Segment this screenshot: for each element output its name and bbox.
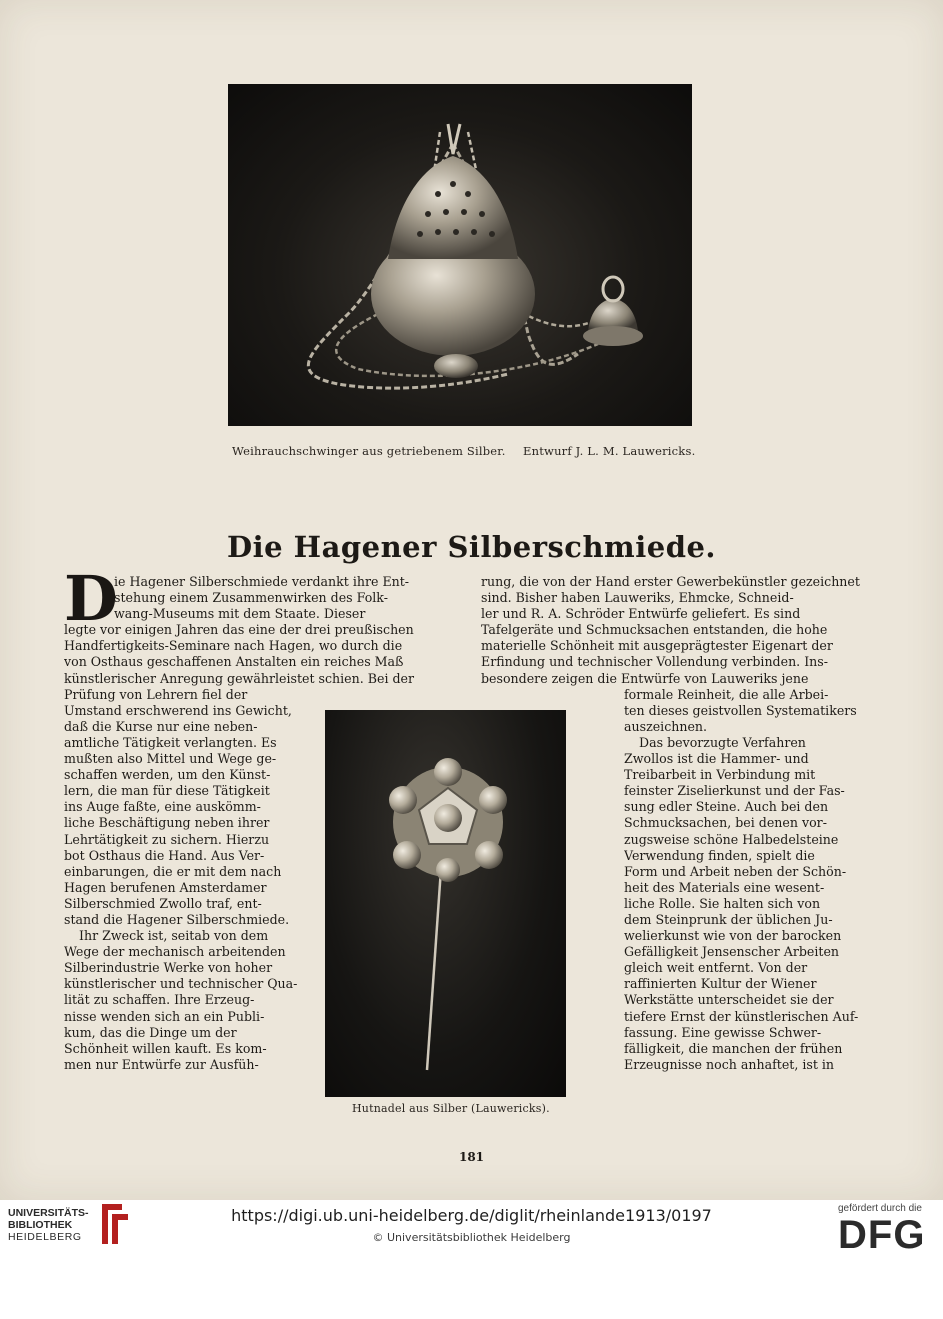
text-line: Erfindung und technischer Vollendung verbinden. Ins-: [481, 654, 828, 670]
text-line: Handfertigkeits-Seminare nach Hagen, wo durch die: [64, 638, 403, 654]
text-line: amtliche Tätigkeit verlangten. Es: [64, 734, 277, 750]
text-line: Erzeugnisse noch anhaftet, ist in: [624, 1056, 835, 1072]
text-line: Verwendung finden, spielt die: [624, 847, 815, 863]
text-line: Wege der mechanisch arbeitenden: [64, 944, 286, 960]
dfg-logo: DFG: [838, 1213, 926, 1257]
text-line: Zwollos ist die Hammer- und: [624, 751, 809, 767]
drop-cap: D: [64, 562, 118, 635]
text-line: lität zu schaffen. Ihre Erzeug-: [64, 992, 255, 1008]
text-line: Prüfung von Lehrern fiel der: [64, 686, 248, 702]
text-line: ten dieses geistvollen Systematikers: [624, 702, 857, 718]
text-line: tiefere Ernst der künstlerischen Auf-: [624, 1008, 859, 1024]
text-line: Schönheit willen kauft. Es kom-: [64, 1040, 267, 1056]
text-line: stand die Hagener Silberschmiede.: [64, 911, 290, 927]
funder-note: gefördert durch die: [838, 1203, 922, 1214]
text-line: schaffen werden, um den Künst-: [64, 767, 271, 783]
text-line: wang-Museums mit dem Staate. Dieser: [114, 606, 366, 622]
text-line: Hagen berufenen Amsterdamer: [64, 879, 267, 895]
text-line: besondere zeigen die Entwürfe von Lauweriks jene: [481, 670, 809, 686]
text-line: liche Rolle. Sie halten sich von: [624, 895, 821, 911]
text-line: daß die Kurse nur eine neben-: [64, 718, 258, 734]
text-line: men nur Entwürfe zur Ausfüh-: [64, 1056, 259, 1072]
text-line: zugsweise schöne Halbedelsteine: [624, 831, 839, 847]
text-line: ins Auge faßte, eine auskömm-: [64, 799, 261, 815]
text-line: welierkunst wie von der barocken: [624, 928, 842, 944]
text-line: kum, das die Dinge um der: [64, 1024, 237, 1040]
text-line: künstlerischer Anregung gewährleistet schien. Bei der: [64, 670, 415, 686]
text-line: dem Steinprunk der üblichen Ju-: [624, 911, 833, 927]
text-line: sind. Bisher haben Lauweriks, Ehmcke, Schneid-: [481, 590, 794, 606]
text-line: künstlerischer und technischer Qua-: [64, 976, 298, 992]
article-title: Die Hagener Silberschmiede.: [226, 530, 717, 564]
censer-photo: [228, 84, 692, 426]
page-number: 181: [458, 1150, 485, 1164]
library-name-line3: HEIDELBERG: [8, 1231, 82, 1243]
text-line: Tafelgeräte und Schmucksachen entstanden, die hohe: [481, 622, 828, 638]
text-line: materielle Schönheit mit ausgeprägtester Eigenart der: [481, 638, 833, 654]
library-name-line1: UNIVERSITÄTS-: [8, 1207, 89, 1219]
text-line: fälligkeit, die manchen der frühen: [624, 1040, 843, 1056]
text-line: Schmucksachen, bei denen vor-: [624, 815, 827, 831]
text-line: bot Osthaus die Hand. Aus Ver-: [64, 847, 265, 863]
text-line: ler und R. A. Schröder Entwürfe geliefert. Es sind: [481, 606, 801, 622]
text-line: formale Reinheit, die alle Arbei-: [624, 686, 829, 702]
text-line: ie Hagener Silberschmiede verdankt ihre Ent-: [114, 574, 410, 589]
text-line: stehung einem Zusammenwirken des Folk-: [114, 590, 388, 606]
text-line: mußten also Mittel und Wege ge-: [64, 751, 277, 767]
text-line: sung edler Steine. Auch bei den: [624, 799, 829, 815]
text-line: von Osthaus geschaffenen Anstalten ein reiches Maß: [64, 654, 404, 670]
text-line: Ihr Zweck ist, seitab von dem: [79, 928, 269, 944]
text-line: nisse wenden sich an ein Publi-: [64, 1008, 265, 1024]
text-line: fassung. Eine gewisse Schwer-: [624, 1024, 822, 1040]
text-line: einbarungen, die er mit dem nach: [64, 863, 282, 879]
hatpin-photo: [325, 710, 566, 1097]
text-line: Silberindustrie Werke von hoher: [64, 960, 273, 976]
text-line: Form und Arbeit neben der Schön-: [624, 863, 847, 879]
hatpin-caption: Hutnadel aus Silber (Lauwericks).: [352, 1102, 550, 1115]
copyright-notice: © Universitätsbibliothek Heidelberg: [372, 1231, 571, 1244]
text-line: lern, die man für diese Tätigkeit: [64, 783, 270, 799]
library-name-line2: BIBLIOTHEK: [8, 1219, 73, 1231]
text-line: Werkstätte unterscheidet sie der: [624, 992, 834, 1008]
text-line: Silberschmied Zwollo traf, ent-: [64, 895, 262, 911]
text-line: rung, die von der Hand erster Gewerbekünstler gezeichnet: [481, 574, 860, 589]
text-line: liche Beschäftigung neben ihrer: [64, 815, 270, 831]
censer-illustration: [228, 84, 692, 426]
text-line: Treibarbeit in Verbindung mit: [624, 767, 816, 783]
text-line: raffinierten Kultur der Wiener: [624, 976, 817, 992]
text-line: feinster Ziselierkunst und der Fas-: [624, 783, 845, 799]
text-line: Das bevorzugte Verfahren: [639, 734, 806, 750]
censer-caption-credit: Entwurf J. L. M. Lauwericks.: [523, 444, 696, 458]
hatpin-illustration: [325, 710, 566, 1097]
text-line: Umstand erschwerend ins Gewicht,: [64, 702, 292, 718]
text-line: Lehrtätigkeit zu sichern. Hierzu: [64, 831, 270, 847]
text-line: auszeichnen.: [624, 718, 708, 734]
text-line: legte vor einigen Jahren das eine der drei preußischen: [64, 622, 414, 638]
text-line: Gefälligkeit Jensenscher Arbeiten: [624, 944, 840, 960]
censer-caption-title: Weihrauchschwinger aus getriebenem Silber.: [232, 444, 506, 458]
text-line: gleich weit entfernt. Von der: [624, 960, 808, 976]
permalink-url[interactable]: https://digi.ub.uni-heidelberg.de/diglit/rheinlande1913/0197: [231, 1206, 712, 1225]
text-line: heit des Materials eine wesent-: [624, 879, 825, 895]
